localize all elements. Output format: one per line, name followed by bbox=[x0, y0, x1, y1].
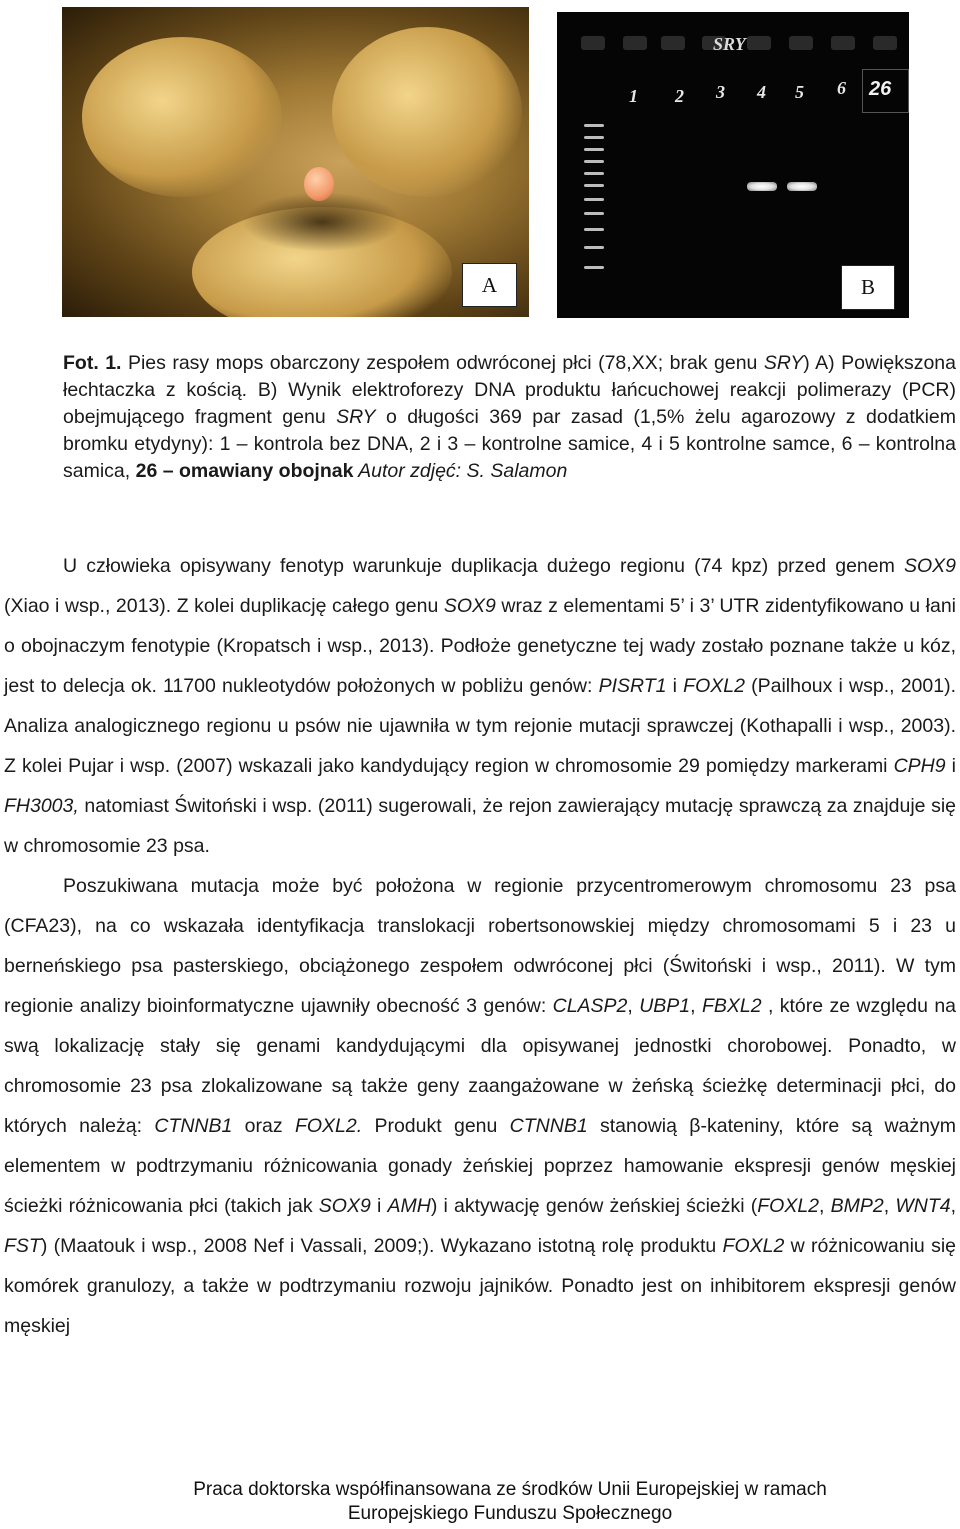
text: i bbox=[945, 755, 956, 777]
text: , bbox=[627, 995, 640, 1017]
gene-name: FH3003, bbox=[4, 795, 79, 817]
ladder-band bbox=[584, 184, 604, 187]
gene-name: FOXL2. bbox=[294, 1115, 363, 1137]
ladder-band bbox=[584, 246, 604, 249]
figure-label: Fot. 1. bbox=[63, 352, 122, 374]
text: ) i aktywację genów żeńskiej ścieżki ( bbox=[430, 1195, 758, 1217]
paragraph bbox=[4, 546, 956, 866]
lane-label-3: 3 bbox=[716, 82, 725, 102]
gene-name: SOX9 bbox=[318, 1195, 371, 1217]
panel-label-a: A bbox=[462, 263, 517, 307]
gel-well bbox=[581, 36, 605, 50]
gene-name: CPH9 bbox=[893, 755, 946, 777]
gene-name: FST bbox=[4, 1235, 41, 1257]
gene-name: SRY bbox=[336, 406, 376, 428]
text: , bbox=[690, 995, 702, 1017]
gene-name: FOXL2 bbox=[683, 675, 745, 697]
gel-well bbox=[831, 36, 855, 50]
ladder-band bbox=[584, 212, 604, 215]
panel-label-b: B bbox=[841, 265, 895, 310]
gene-name: SOX9 bbox=[443, 595, 496, 617]
gel-well bbox=[747, 36, 771, 50]
gene-name: SOX9 bbox=[903, 555, 956, 577]
shadow bbox=[242, 192, 402, 252]
ladder-band bbox=[584, 124, 604, 127]
gene-name: FOXL2 bbox=[757, 1195, 820, 1217]
gene-name: UBP1 bbox=[639, 995, 691, 1017]
gene-name: BMP2 bbox=[830, 1195, 884, 1217]
pcr-band-lane-4 bbox=[747, 182, 777, 191]
caption-bold: 26 – omawiany obojnak bbox=[135, 460, 354, 482]
lane-label-26: 26 bbox=[869, 78, 892, 100]
text: Produkt genu bbox=[362, 1115, 510, 1137]
lane-label-1: 1 bbox=[629, 86, 638, 106]
gel-well bbox=[873, 36, 897, 50]
gene-name: CLASP2 bbox=[552, 995, 628, 1017]
text: wraz z elementami 5’ i 3’ UTR zidentyfikowano u łani o obojnaczym fenotypie (Kropatsch i wsp., 2013). Podłoże genetyczne tej wady zostało poznane także u kóz, jest to delecja ok. 11700 nukleotydów położonych w pobliżu genów: bbox=[4, 595, 956, 697]
text: U człowieka opisywany fenotyp warunkuje duplikacja dużego regionu (74 kpz) przed genem bbox=[63, 555, 904, 577]
figure-caption bbox=[63, 350, 956, 485]
footer-line: Praca doktorska współfinansowana ze środków Unii Europejskiej w ramach bbox=[193, 1479, 827, 1500]
gel-panel-b bbox=[557, 12, 909, 318]
gene-name: WNT4 bbox=[895, 1195, 951, 1217]
text: Poszukiwana mutacja może być położona w regionie przycentromerowym chromosomu 23 psa (CFA23), na co wskazała identyfikacja translokacji robertsonowskiej między chromosomami 5 i 23 u berneńskiego psa pasterskiego, obciążonego zespołem odwróconej płci (Świtoński i wsp., 2011). W tym regionie analizy bioinformatyczne ujawniły obecność 3 genów: bbox=[4, 875, 956, 1017]
page-footer bbox=[0, 1478, 960, 1526]
text: , które ze względu na swą lokalizację stały się genami kandydującymi dla opisywanej jednostki chorobowej. Ponadto, w chromosomie 23 psa zlokalizowane są także geny zaangażowane w żeńską ścieżkę determinacji płci, do których należą: bbox=[4, 995, 957, 1137]
text: i bbox=[666, 675, 684, 697]
footer-line: Europejskiego Funduszu Społecznego bbox=[347, 1503, 673, 1524]
ladder-band bbox=[584, 148, 604, 151]
enlarged-clitoris bbox=[304, 167, 334, 201]
gel-well bbox=[789, 36, 813, 50]
gene-name: CTNNB1 bbox=[154, 1115, 233, 1137]
text: w różnicowaniu się komórek granulozy, a także w podtrzymaniu rozwoju jajników. Ponadto jest on inhibitorem ekspresji genów męskiej bbox=[4, 1235, 956, 1337]
text: , bbox=[950, 1195, 956, 1217]
pcr-band-lane-5 bbox=[787, 182, 817, 191]
ladder-band bbox=[584, 266, 604, 269]
gel-title: SRY bbox=[713, 34, 746, 54]
ladder-band bbox=[584, 198, 604, 201]
text: (Xiao i wsp., 2013). Z kolei duplikację całego genu bbox=[4, 595, 444, 617]
gene-name: SRY bbox=[763, 352, 804, 374]
ladder-band bbox=[584, 172, 604, 175]
gene-name: AMH bbox=[387, 1195, 431, 1217]
text: i bbox=[370, 1195, 388, 1217]
caption-text: o długości 369 par zasad (1,5% żelu agarozowy z dodatkiem bromku etydyny): 1 – kontrola bez DNA, 2 i 3 – kontrolne samice, 4 i 5 kontrolne samce, 6 – kontrolna samica, bbox=[63, 406, 956, 482]
lane-label-2: 2 bbox=[675, 86, 684, 106]
gene-name: FOXL2 bbox=[722, 1235, 785, 1257]
gel-well bbox=[661, 36, 685, 50]
text: , bbox=[883, 1195, 896, 1217]
text: natomiast Świtoński i wsp. (2011) sugerowali, że rejon zawierający mutację sprawczą za znajduje się w chromosomie 23 psa. bbox=[4, 795, 956, 857]
caption-text: ) A) Powiększona łechtaczka z kością. B) Wynik elektroforezy DNA produktu łańcuchowej reakcji polimerazy (PCR) obejmującego fragment genu bbox=[63, 352, 956, 428]
paragraph bbox=[4, 866, 956, 1346]
skin-fold bbox=[332, 27, 522, 197]
text: ) (Maatouk i wsp., 2008 Nef i Vassali, 2009;). Wykazano istotną rolę produktu bbox=[40, 1235, 723, 1257]
text: , bbox=[819, 1195, 831, 1217]
gene-name: PISRT1 bbox=[598, 675, 667, 697]
text: oraz bbox=[232, 1115, 295, 1137]
ladder-band bbox=[584, 136, 604, 139]
lane-label-4: 4 bbox=[757, 82, 766, 102]
gene-name: FBXL2 bbox=[701, 995, 762, 1017]
lane-label-5: 5 bbox=[795, 82, 804, 102]
ladder-band bbox=[584, 160, 604, 163]
body-text bbox=[4, 546, 956, 1346]
photo-credit: Autor zdjęć: S. Salamon bbox=[353, 460, 568, 482]
gel-well bbox=[623, 36, 647, 50]
gene-name: CTNNB1 bbox=[509, 1115, 588, 1137]
ladder-band bbox=[584, 228, 604, 231]
lane-label-6: 6 bbox=[837, 78, 846, 98]
caption-text: Pies rasy mops obarczony zespołem odwróconej płci (78,XX; brak genu bbox=[121, 352, 764, 374]
text: (Pailhoux i wsp., 2001). Analiza analogicznego regionu u psów nie ujawniła w tym rejonie mutacji sprawczej (Kothapalli i wsp., 2003). Z kolei Pujar i wsp. (2007) wskazali jako kandydujący region w chromosomie 29 pomiędzy markerami bbox=[4, 675, 956, 777]
text: stanowią β-kateniny, które są ważnym elementem w podtrzymaniu różnicowania gonady żeńskiej poprzez hamowanie ekspresji genów męskiej ścieżki różnicowania płci (takich jak bbox=[4, 1115, 956, 1217]
skin-fold bbox=[82, 37, 282, 197]
photo-panel-a bbox=[62, 7, 529, 317]
